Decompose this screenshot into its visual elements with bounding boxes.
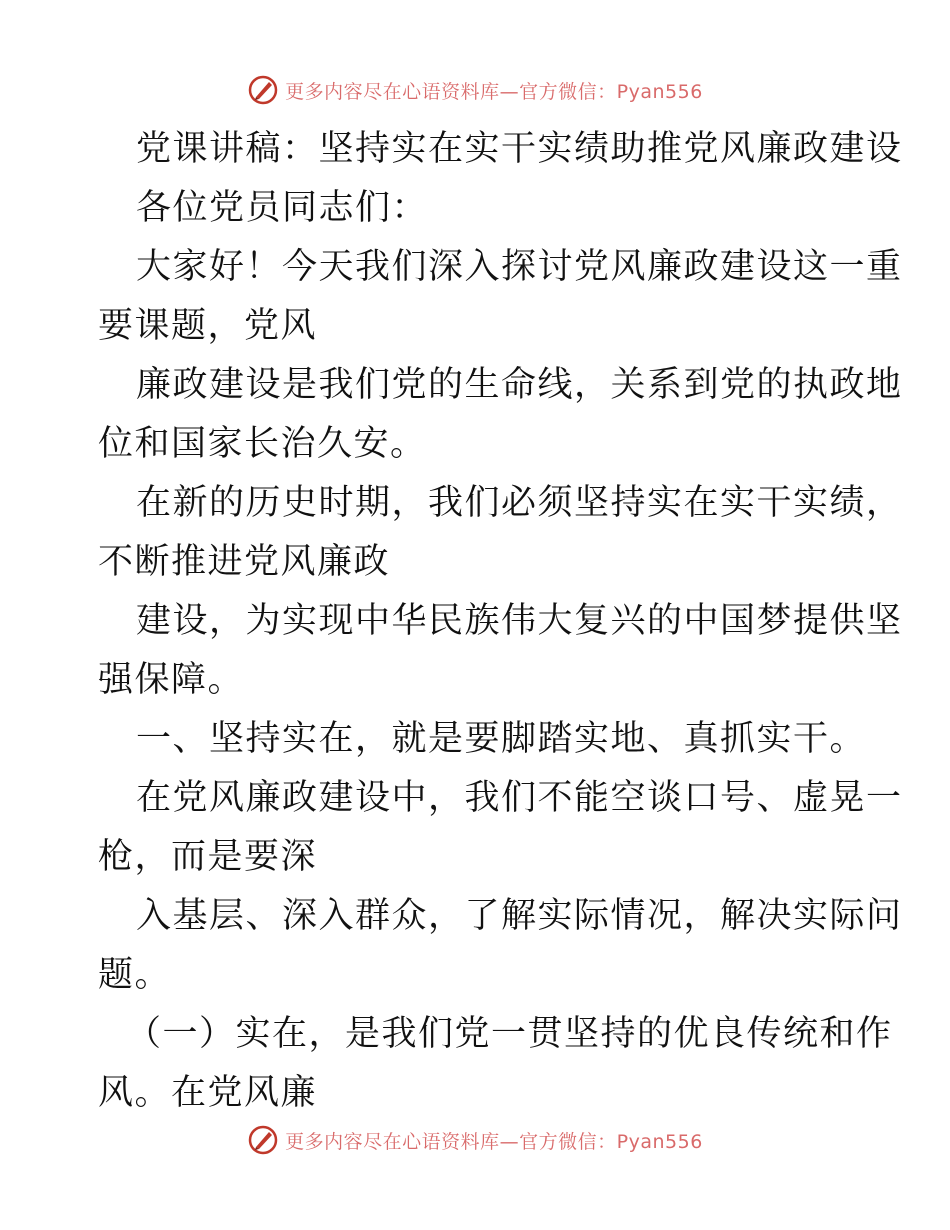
paragraph-line: 建设，为实现中华民族伟大复兴的中国梦提供坚	[136, 601, 903, 641]
paragraph-line: 大家好！今天我们深入探讨党风廉政建设这一重	[136, 247, 903, 287]
paragraph-line: 位和国家长治久安。	[98, 424, 427, 464]
paragraph-line: 强保障。	[98, 660, 245, 700]
paragraph-line: 不断推进党风廉政	[98, 542, 391, 582]
paragraph-line: 在党风廉政建设中，我们不能空谈口号、虚晃一	[136, 778, 903, 818]
subsection-line: （一）实在，是我们党一贯坚持的优良传统和作	[126, 1014, 893, 1054]
watermark-header	[0, 70, 950, 110]
paragraph-line: 枪，而是要深	[98, 837, 318, 877]
pen-logo-icon	[247, 74, 279, 106]
pen-logo-icon	[247, 1124, 279, 1156]
watermark-footer	[0, 1120, 950, 1160]
document-title: 党课讲稿：坚持实在实干实绩助推党风廉政建设	[136, 129, 903, 169]
paragraph-line: 入基层、深入群众，了解实际情况，解决实际问	[136, 896, 903, 936]
paragraph-line: 廉政建设是我们党的生命线，关系到党的执政地	[136, 365, 903, 405]
watermark-text: 更多内容尽在心语资料库—官方微信：Pyan556	[285, 1130, 703, 1153]
watermark-text: 更多内容尽在心语资料库—官方微信：Pyan556	[285, 80, 703, 103]
section-heading: 一、坚持实在，就是要脚踏实地、真抓实干。	[136, 719, 867, 759]
paragraph-line: 要课题，党风	[98, 306, 318, 346]
document-body	[98, 120, 903, 1123]
paragraph-line: 在新的历史时期，我们必须坚持实在实干实绩，	[136, 483, 903, 523]
paragraph-line: 风。在党风廉	[98, 1073, 318, 1113]
paragraph-line: 题。	[98, 955, 172, 995]
salutation: 各位党员同志们：	[136, 188, 429, 228]
